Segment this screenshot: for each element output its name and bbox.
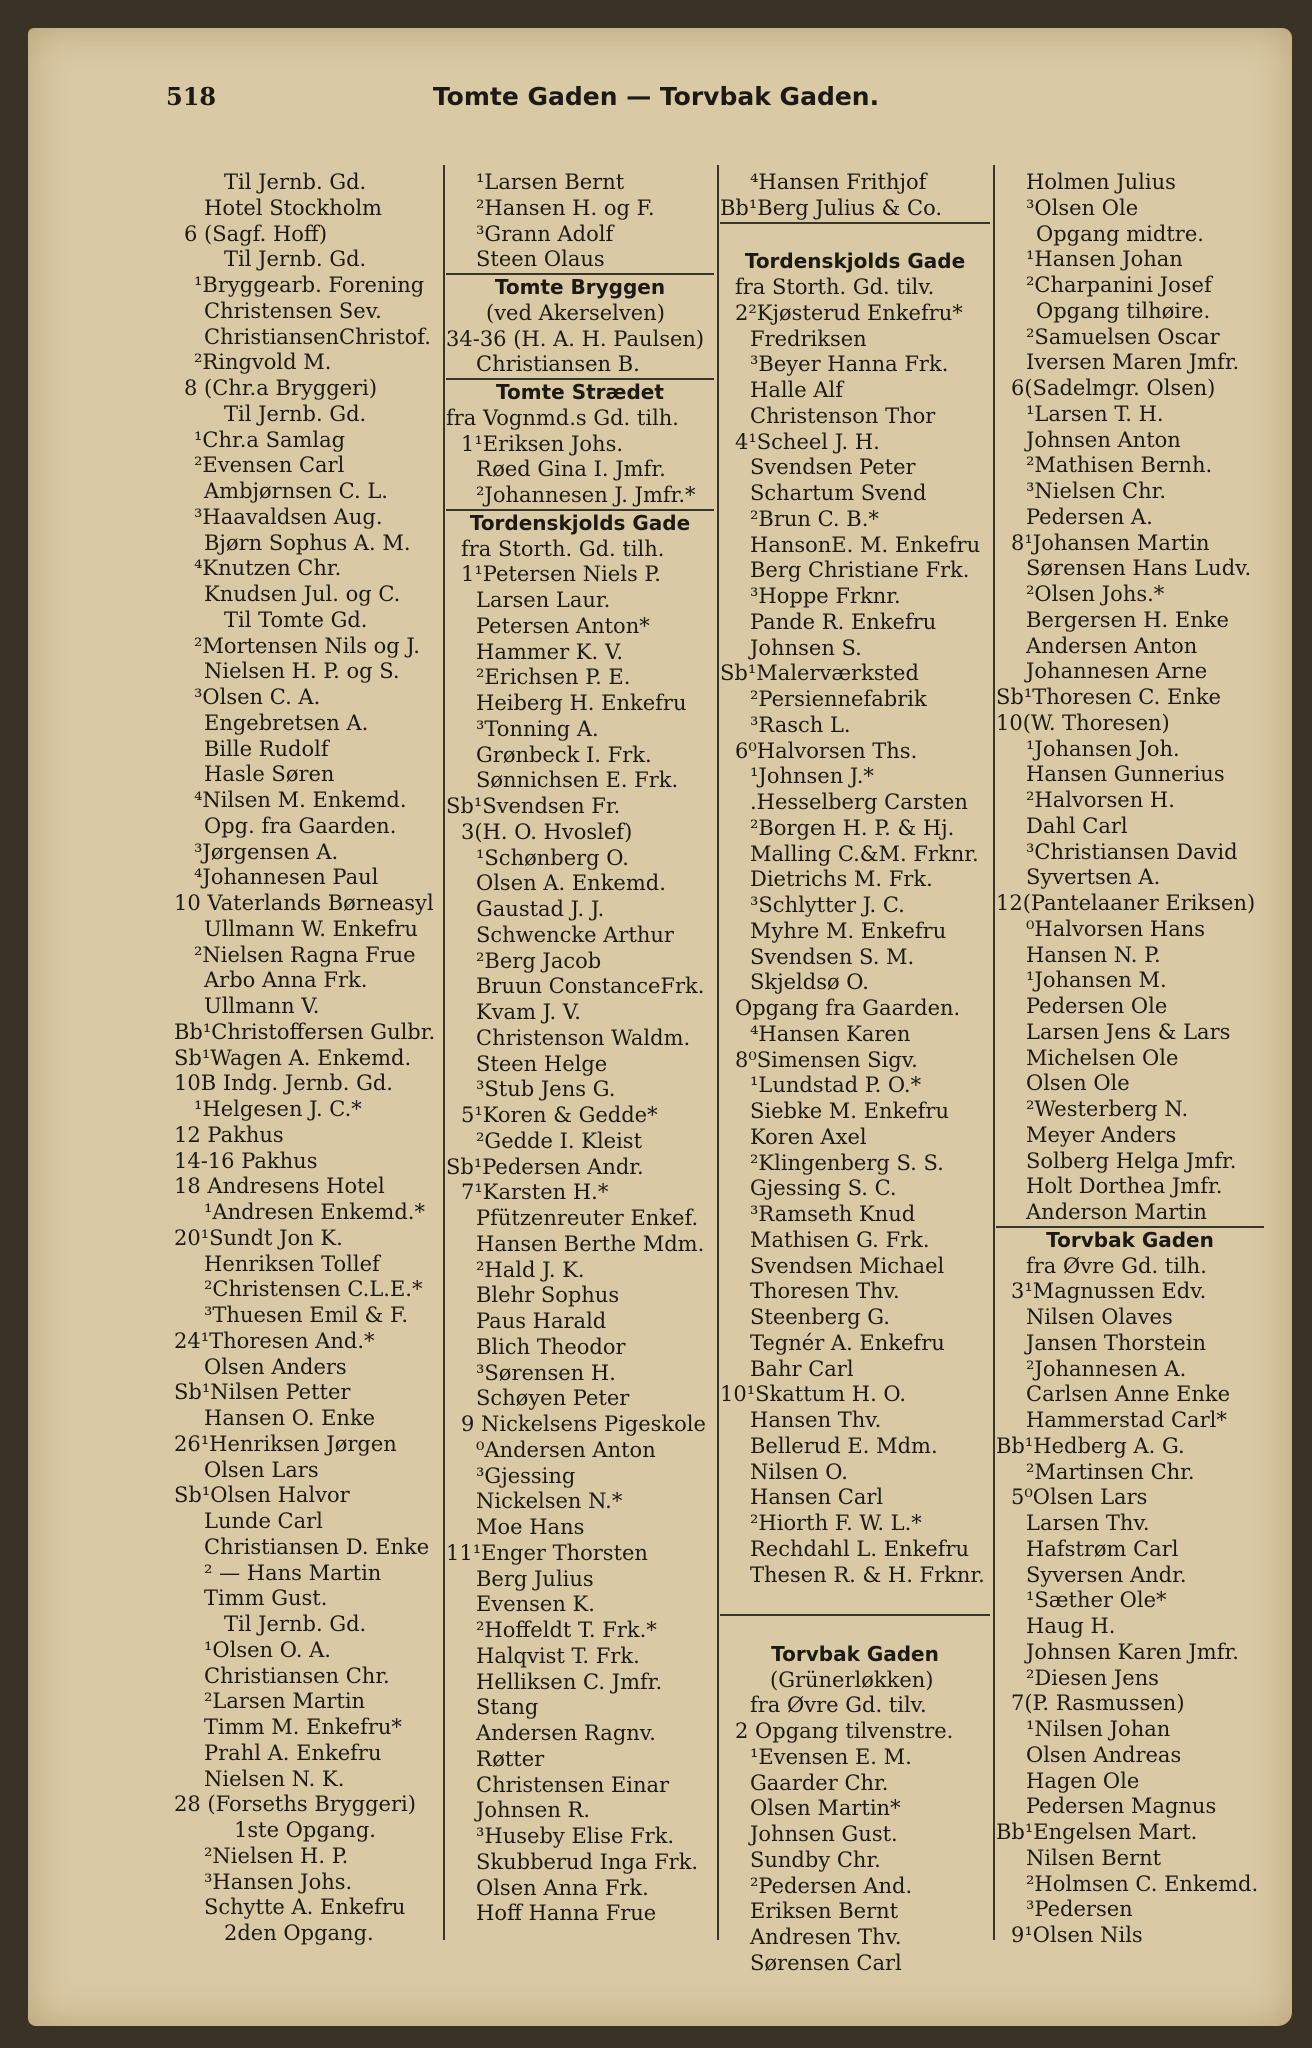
directory-entry: Dietrichs M. Frk.: [750, 867, 933, 892]
directory-entry: ¹Andresen Enkemd.*: [204, 1200, 425, 1224]
directory-entry: Blehr Sophus: [476, 1283, 620, 1308]
directory-entry: Opgang tilhøire.: [1036, 298, 1211, 323]
directory-entry: ³Sørensen H.: [476, 1360, 616, 1385]
directory-entry: Ullmann V.: [204, 994, 320, 1018]
directory-entry: Bb¹Hedberg A. G.: [996, 1433, 1185, 1458]
directory-entry: .Hesselberg Carsten: [750, 790, 968, 814]
directory-entry: fra Øvre Gd. tilv.: [750, 1693, 927, 1718]
directory-entry: Larsen Jens & Lars: [1026, 1019, 1231, 1044]
column-divider: [443, 165, 445, 1940]
directory-entry: Opgang fra Gaarden.: [735, 996, 961, 1020]
directory-entry: Holmen Julius: [1026, 170, 1176, 194]
directory-entry: 6 (Sagf. Hoff): [184, 221, 328, 246]
directory-entry: ¹Sæther Ole*: [1026, 1588, 1167, 1613]
directory-entry: Røtter: [476, 1746, 545, 1771]
directory-entry: Johnsen Karen Jmfr.: [1026, 1639, 1239, 1664]
directory-entry: 14-16 Pakhus: [174, 1148, 318, 1173]
directory-entry: Helliksen C. Jmfr.: [476, 1669, 663, 1694]
directory-entry: Til Jernb. Gd.: [224, 401, 367, 426]
directory-entry: Olsen Martin*: [750, 1796, 901, 1821]
directory-entry: Siebke M. Enkefru: [750, 1099, 949, 1123]
directory-entry: Gjessing S. C.: [750, 1176, 897, 1201]
page-title: Tomte Gaden — Torvbak Gaden.: [432, 82, 880, 111]
directory-entry: Johannesen Arne: [1026, 659, 1208, 684]
directory-entry: Schartum Svend: [750, 481, 927, 505]
street-heading: Tordenskjolds Gade: [446, 509, 714, 537]
directory-entry: ²Diesen Jens: [1026, 1665, 1159, 1690]
directory-entry: 24¹Thoresen And.*: [174, 1328, 375, 1353]
directory-entry: Christiansen Chr.: [204, 1663, 390, 1688]
directory-entry: ²Berg Jacob: [476, 948, 602, 973]
directory-entry: Christiansen B.: [476, 352, 640, 377]
directory-entry: Haug H.: [1026, 1614, 1116, 1638]
directory-entry: Nilsen O.: [750, 1459, 848, 1484]
directory-entry: ³Pedersen: [1026, 1897, 1133, 1922]
directory-entry: Eriksen Bernt: [750, 1899, 899, 1924]
directory-entry: 28 (Forseths Bryggeri): [174, 1792, 416, 1817]
directory-entry: fra Storth. Gd. tilv.: [735, 275, 935, 299]
directory-entry: ³Ramseth Knud: [750, 1202, 916, 1226]
directory-entry: Engebretsen A.: [204, 710, 369, 735]
directory-entry: Nickelsen N.*: [476, 1489, 623, 1514]
directory-entry: Sb¹Malerværksted: [720, 661, 919, 686]
directory-entry: [720, 1588, 990, 1614]
directory-entry: 5¹Koren & Gedde*: [461, 1103, 658, 1127]
directory-entry: 6⁰Halvorsen Ths.: [735, 738, 918, 763]
directory-entry: Sønnichsen E. Frk.: [476, 768, 679, 793]
street-heading: Tomte Bryggen: [446, 273, 714, 301]
directory-entry: ¹Olsen O. A.: [204, 1637, 331, 1662]
directory-entry: Schytte A. Enkefru: [204, 1895, 406, 1920]
directory-entry: Lunde Carl: [204, 1509, 323, 1533]
directory-entry: 10(W. Thoresen): [996, 710, 1170, 735]
directory-entry: Nilsen Bernt: [1026, 1845, 1162, 1870]
directory-entry: Steenberg G.: [750, 1305, 890, 1329]
directory-entry: ¹Hansen Johan: [1026, 247, 1183, 272]
directory-entry: 11¹Enger Thorsten: [446, 1540, 648, 1565]
directory-entry: Hotel Stockholm: [204, 195, 382, 220]
directory-entry: ¹Nilsen Johan: [1026, 1717, 1171, 1741]
directory-entry: Bahr Carl: [750, 1356, 854, 1381]
directory-entry: Rechdahl L. Enkefru: [750, 1536, 970, 1561]
directory-entry: Timm Gust.: [204, 1586, 328, 1611]
directory-entry: ¹Evensen E. M.: [750, 1744, 912, 1769]
directory-entry: Andresen Thv.: [750, 1925, 902, 1949]
directory-entry: Malling C.&M. Frknr.: [750, 841, 979, 866]
directory-entry: Johnsen Anton: [1026, 427, 1181, 452]
directory-entry: Iversen Maren Jmfr.: [1026, 350, 1240, 375]
directory-entry: Christensen Sev.: [204, 298, 382, 323]
directory-entry: Sb¹Wagen A. Enkemd.: [174, 1045, 412, 1070]
directory-entry: 9 Nickelsens Pigeskole: [461, 1412, 706, 1436]
directory-entry: Steen Helge: [476, 1051, 608, 1076]
directory-entry: Svendsen Michael: [750, 1253, 945, 1278]
directory-entry: ²Ringvold M.: [194, 350, 332, 375]
directory-entry: Sundby Chr.: [750, 1847, 881, 1872]
directory-entry: ⁰Andersen Anton: [476, 1437, 656, 1462]
directory-entry: Heiberg H. Enkefru: [476, 691, 687, 715]
directory-entry: fra Vognmd.s Gd. tilh.: [446, 405, 679, 430]
directory-entry: ¹Helgesen J. C.*: [194, 1097, 362, 1121]
directory-entry: Thoresen Thv.: [750, 1279, 900, 1304]
directory-entry: Sb¹Thoresen C. Enke: [996, 685, 1221, 709]
directory-entry: ³Nielsen Chr.: [1026, 479, 1167, 503]
directory-entry: ²Nielsen H. P.: [204, 1843, 349, 1868]
column-2: [446, 170, 714, 1927]
directory-entry: Jansen Thorstein: [1026, 1330, 1206, 1355]
directory-entry: 10 Vaterlands Børneasyl: [174, 891, 434, 915]
directory-entry: ²Johannesen A.: [1026, 1356, 1187, 1381]
directory-entry: Paus Harald: [476, 1309, 607, 1333]
directory-entry: ¹Larsen T. H.: [1026, 401, 1164, 426]
directory-entry: Carlsen Anne Enke: [1026, 1382, 1231, 1407]
directory-entry: Hansen O. Enke: [204, 1406, 376, 1430]
directory-entry: Til Jernb. Gd.: [224, 170, 367, 194]
directory-entry: Henriksen Tollef: [204, 1251, 380, 1276]
directory-entry: [720, 222, 990, 250]
directory-entry: ²Holmsen C. Enkemd.: [1026, 1871, 1259, 1896]
directory-entry: Hammer K. V.: [476, 639, 624, 664]
directory-entry: ⁰Halvorsen Hans: [1026, 916, 1206, 941]
column-divider: [993, 165, 995, 1940]
directory-entry: Blich Theodor: [476, 1334, 626, 1359]
directory-entry: Bellerud E. Mdm.: [750, 1433, 938, 1458]
directory-entry: 8¹Johansen Martin: [1011, 530, 1210, 555]
directory-entry: Olsen Ole: [1026, 1071, 1130, 1096]
directory-entry: ²Hansen H. og F.: [476, 195, 655, 220]
directory-entry: ³Hansen Johs.: [204, 1869, 353, 1894]
directory-entry: Bergersen H. Enke: [1026, 607, 1229, 632]
directory-entry: Dahl Carl: [1026, 813, 1128, 838]
directory-entry: Petersen Anton*: [476, 613, 650, 638]
directory-entry: ²Klingenberg S. S.: [750, 1150, 944, 1175]
street-heading: Tordenskjolds Gade: [744, 249, 966, 274]
column-3: [720, 170, 990, 1977]
directory-entry: (ved Akerselven): [486, 300, 665, 325]
directory-entry: fra Øvre Gd. tilh.: [1026, 1253, 1207, 1278]
directory-entry: Pfützenreuter Enkef.: [476, 1206, 699, 1230]
directory-entry: ²Johannesen J. Jmfr.*: [476, 483, 696, 507]
directory-entry: ⁴Knutzen Chr.: [194, 556, 342, 581]
page-number: 518: [166, 82, 217, 111]
directory-entry: ChristiansenChristof.: [204, 324, 431, 349]
directory-entry: 1¹Eriksen Johs.: [461, 431, 624, 456]
directory-entry: Skubberud Inga Frk.: [476, 1849, 699, 1874]
directory-entry: Hoff Hanna Frue: [476, 1901, 657, 1926]
directory-entry: Hansen N. P.: [1026, 942, 1161, 967]
directory-entry: 9¹Olsen Nils: [1011, 1923, 1143, 1947]
directory-entry: Holt Dorthea Jmfr.: [1026, 1174, 1223, 1199]
directory-entry: ²Hald J. K.: [476, 1257, 585, 1282]
directory-entry: Opgang midtre.: [1036, 221, 1204, 246]
page-header: [0, 82, 1312, 122]
directory-entry: Grønbeck I. Frk.: [476, 742, 652, 767]
directory-entry: Røed Gina I. Jmfr.: [476, 457, 666, 482]
directory-entry: 34-36 (H. A. H. Paulsen): [446, 326, 705, 351]
directory-entry: ³Jørgensen A.: [194, 839, 339, 864]
directory-entry: Anderson Martin: [1026, 1200, 1207, 1224]
directory-entry: ²Brun C. B.*: [750, 506, 879, 531]
directory-entry: Hafstrøm Carl: [1026, 1536, 1179, 1561]
directory-entry: Andersen Anton: [1026, 633, 1198, 658]
directory-entry: Bille Rudolf: [204, 736, 329, 761]
directory-entry: Hammerstad Carl*: [1026, 1408, 1227, 1432]
directory-entry: Skjeldsø O.: [750, 970, 869, 995]
directory-entry: Evensen K.: [476, 1592, 595, 1617]
directory-entry: 1ste Opgang.: [234, 1818, 376, 1842]
directory-entry: 2²Kjøsterud Enkefru*: [735, 300, 963, 325]
directory-entry: Schøyen Peter: [476, 1386, 630, 1411]
directory-entry: ³Olsen C. A.: [194, 685, 321, 709]
directory-entry: ³Tonning A.: [476, 716, 599, 741]
directory-entry: ¹Schønberg O.: [476, 845, 629, 870]
directory-entry: ¹Larsen Bernt: [476, 170, 625, 194]
directory-entry: 2den Opgang.: [224, 1921, 374, 1945]
directory-entry: ¹Lundstad P. O.*: [750, 1073, 922, 1098]
directory-entry: Timm M. Enkefru*: [204, 1715, 402, 1739]
directory-entry: 26¹Henriksen Jørgen: [174, 1431, 397, 1456]
directory-entry: ²Mortensen Nils og J.: [194, 633, 420, 658]
directory-entry: ³Rasch L.: [750, 712, 851, 737]
directory-entry: Bruun ConstanceFrk.: [476, 974, 705, 999]
directory-entry: 7¹Karsten H.*: [461, 1180, 609, 1205]
column-divider: [717, 165, 719, 1940]
directory-entry: ²Charpanini Josef: [1026, 273, 1212, 297]
directory-entry: Stang: [476, 1695, 539, 1720]
directory-entry: ²Mathisen Bernh.: [1026, 453, 1213, 478]
directory-entry: ³Hoppe Frknr.: [750, 584, 901, 608]
directory-entry: Gaustad J. J.: [476, 897, 605, 921]
directory-entry: ³Grann Adolf: [476, 221, 614, 246]
directory-entry: 18 Andresens Hotel: [174, 1174, 385, 1199]
directory-entry: Pedersen A.: [1026, 504, 1153, 529]
directory-entry: ²Persiennefabrik: [750, 687, 927, 711]
directory-entry: Ullmann W. Enkefru: [204, 916, 418, 941]
directory-entry: ³Gjessing: [476, 1463, 576, 1488]
directory-entry: fra Storth. Gd. tilh.: [461, 536, 665, 561]
directory-entry: Prahl A. Enkefru: [204, 1740, 382, 1765]
directory-entry: Olsen Andreas: [1026, 1742, 1182, 1767]
directory-entry: Nielsen N. K.: [204, 1766, 345, 1791]
directory-entry: ²Christensen C.L.E.*: [204, 1277, 423, 1302]
directory-entry: ³Schlytter J. C.: [750, 893, 905, 917]
directory-entry: ³Stub Jens G.: [476, 1077, 616, 1102]
directory-entry: [720, 1614, 990, 1642]
directory-entry: 5⁰Olsen Lars: [1011, 1485, 1148, 1510]
directory-entry: Bjørn Sophus A. M.: [204, 530, 411, 555]
directory-entry: Pedersen Magnus: [1026, 1794, 1217, 1819]
directory-entry: Olsen Anna Frk.: [476, 1875, 649, 1900]
directory-entry: Christenson Thor: [750, 403, 936, 428]
directory-entry: 12(Pantelaaner Eriksen): [996, 891, 1256, 915]
street-heading: Tomte Strædet: [446, 378, 714, 406]
directory-entry: Meyer Anders: [1026, 1122, 1177, 1147]
directory-entry: Hansen Berthe Mdm.: [476, 1231, 705, 1256]
directory-entry: 3(H. O. Hvoslef): [461, 819, 633, 844]
directory-entry: ³Olsen Ole: [1026, 195, 1139, 220]
directory-entry: ²Pedersen And.: [750, 1873, 913, 1898]
directory-entry: Solberg Helga Jmfr.: [1026, 1148, 1237, 1173]
directory-entry: ⁴Nilsen M. Enkemd.: [194, 788, 407, 812]
directory-entry: Sørensen Hans Ludv.: [1026, 556, 1252, 581]
directory-entry: Til Jernb. Gd.: [224, 247, 367, 272]
column-4: [996, 170, 1264, 1949]
directory-entry: Christiansen D. Enke: [204, 1534, 430, 1559]
directory-entry: Olsen Anders: [204, 1354, 347, 1379]
directory-entry: Knudsen Jul. og C.: [204, 582, 401, 606]
directory-entry: ²Evensen Carl: [194, 453, 345, 478]
directory-entry: ³Beyer Hanna Frk.: [750, 352, 949, 377]
directory-entry: 8 (Chr.a Bryggeri): [184, 376, 378, 400]
directory-entry: Syvertsen A.: [1026, 865, 1161, 890]
directory-entry: Halle Alf: [750, 378, 844, 402]
directory-entry: ²Gedde I. Kleist: [476, 1128, 643, 1153]
directory-entry: Svendsen S. M.: [750, 944, 915, 969]
directory-entry: 6(Sadelmgr. Olsen): [1011, 376, 1216, 400]
directory-entry: ¹Johansen Joh.: [1026, 736, 1180, 761]
directory-entry: 2 Opgang tilvenstre.: [735, 1719, 954, 1743]
directory-entry: ²Hoffeldt T. Frk.*: [476, 1618, 657, 1642]
street-heading: Torvbak Gaden: [771, 1641, 939, 1666]
directory-entry: Hansen Thv.: [750, 1408, 882, 1432]
directory-entry: Sørensen Carl: [750, 1950, 902, 1975]
directory-entry: Christenson Waldm.: [476, 1025, 691, 1050]
directory-entry: ³Christiansen David: [1026, 839, 1238, 864]
directory-entry: Andersen Ragnv.: [476, 1721, 656, 1745]
directory-entry: Fredriksen: [750, 326, 867, 351]
directory-entry: ¹Bryggearb. Forening: [194, 273, 425, 297]
directory-entry: ² — Hans Martin: [204, 1560, 382, 1585]
directory-entry: ³Haavaldsen Aug.: [194, 504, 383, 529]
directory-entry: Christensen Einar: [476, 1772, 670, 1797]
directory-entry: Arbo Anna Frk.: [204, 968, 368, 993]
directory-entry: Berg Julius: [476, 1566, 594, 1591]
directory-entry: Hasle Søren: [204, 762, 335, 787]
directory-entry: Michelsen Ole: [1026, 1045, 1179, 1070]
directory-entry: Kvam J. V.: [476, 1000, 581, 1024]
directory-entry: Til Jernb. Gd.: [224, 1612, 367, 1636]
directory-entry: Til Tomte Gd.: [224, 607, 368, 632]
directory-entry: ⁴Hansen Karen: [750, 1021, 911, 1046]
directory-entry: Nilsen Olaves: [1026, 1305, 1173, 1329]
directory-entry: ¹Johansen M.: [1026, 968, 1167, 993]
directory-entry: ²Hiorth F. W. L.*: [750, 1511, 922, 1535]
directory-entry: Sb¹Olsen Halvor: [174, 1483, 350, 1508]
directory-entry: Opg. fra Gaarden.: [204, 813, 397, 838]
directory-entry: ⁴Hansen Frithjof: [750, 170, 927, 194]
directory-entry: ²Samuelsen Oscar: [1026, 324, 1220, 349]
directory-entry: Thesen R. & H. Frknr.: [750, 1562, 985, 1587]
directory-entry: ²Nielsen Ragna Frue: [194, 942, 416, 967]
directory-entry: Gaarder Chr.: [750, 1770, 889, 1795]
directory-entry: 12 Pakhus: [174, 1122, 284, 1147]
directory-entry: Johnsen S.: [750, 635, 862, 660]
directory-entry: 7(P. Rasmussen): [1011, 1691, 1185, 1716]
directory-entry: ¹Johnsen J.*: [750, 764, 874, 789]
directory-entry: Hansen Gunnerius: [1026, 762, 1225, 787]
directory-entry: Bb¹Engelsen Mart.: [996, 1820, 1198, 1844]
directory-entry: 1¹Petersen Niels P.: [461, 562, 661, 587]
directory-entry: Sb¹Pedersen Andr.: [446, 1154, 644, 1179]
directory-entry: Berg Christiane Frk.: [750, 558, 970, 583]
directory-entry: Halqvist T. Frk.: [476, 1643, 640, 1668]
directory-entry: 8⁰Simensen Sigv.: [735, 1047, 918, 1072]
directory-entry: ⁴Johannesen Paul: [194, 865, 379, 890]
directory-entry: 4¹Scheel J. H.: [735, 429, 880, 454]
directory-entry: ²Larsen Martin: [204, 1689, 366, 1714]
directory-entry: Bb¹Christoffersen Gulbr.: [174, 1019, 436, 1044]
directory-entry: 10¹Skattum H. O.: [720, 1382, 907, 1407]
directory-entry: Ambjørnsen C. L.: [204, 479, 388, 503]
directory-entry: ²Erichsen P. E.: [476, 665, 631, 690]
directory-entry: Sb¹Nilsen Petter: [174, 1380, 351, 1405]
directory-entry: Bb¹Berg Julius & Co.: [720, 195, 943, 220]
directory-entry: Pande R. Enkefru: [750, 609, 937, 634]
directory-entry: Olsen Lars: [204, 1457, 319, 1482]
directory-entry: Olsen A. Enkemd.: [476, 871, 666, 896]
directory-entry: ¹Chr.a Samlag: [194, 427, 346, 452]
directory-entry: Koren Axel: [750, 1124, 867, 1149]
directory-entry: HansonE. M. Enkefru: [750, 532, 981, 557]
directory-entry: Pedersen Ole: [1026, 994, 1168, 1018]
directory-entry: Steen Olaus: [476, 247, 605, 272]
directory-entry: Moe Hans: [476, 1515, 585, 1539]
directory-entry: 10B Indg. Jernb. Gd.: [174, 1071, 393, 1096]
directory-entry: Tegnér A. Enkefru: [750, 1330, 945, 1355]
directory-entry: Sb¹Svendsen Fr.: [446, 794, 621, 818]
directory-entry: Svendsen Peter: [750, 455, 916, 480]
directory-entry: ²Halvorsen H.: [1026, 788, 1175, 812]
directory-entry: Hansen Carl: [750, 1485, 884, 1510]
directory-entry: Syversen Andr.: [1026, 1562, 1187, 1587]
directory-entry: ²Borgen H. P. & Hj.: [750, 815, 955, 840]
directory-entry: ³Huseby Elise Frk.: [476, 1824, 675, 1848]
directory-entry: 3¹Magnussen Edv.: [1011, 1279, 1207, 1304]
directory-entry: Johnsen R.: [476, 1798, 591, 1823]
directory-entry: ²Olsen Johs.*: [1026, 582, 1165, 606]
directory-entry: Myhre M. Enkefru: [750, 918, 947, 943]
directory-entry: Larsen Thv.: [1026, 1511, 1150, 1535]
column-1: [174, 170, 439, 1947]
directory-entry: 20¹Sundt Jon K.: [174, 1225, 343, 1250]
directory-entry: (Grünerløkken): [770, 1667, 934, 1692]
directory-entry: Schwencke Arthur: [476, 922, 674, 947]
directory-entry: Johnsen Gust.: [750, 1822, 898, 1846]
directory-entry: Larsen Laur.: [476, 588, 611, 612]
directory-entry: Hagen Ole: [1026, 1768, 1140, 1793]
directory-entry: ³Thuesen Emil & F.: [204, 1303, 409, 1327]
directory-entry: ²Westerberg N.: [1026, 1097, 1189, 1121]
directory-entry: ²Martinsen Chr.: [1026, 1459, 1195, 1484]
street-heading: Torvbak Gaden: [996, 1226, 1264, 1254]
directory-entry: Mathisen G. Frk.: [750, 1227, 930, 1252]
directory-entry: Nielsen H. P. og S.: [204, 659, 400, 684]
